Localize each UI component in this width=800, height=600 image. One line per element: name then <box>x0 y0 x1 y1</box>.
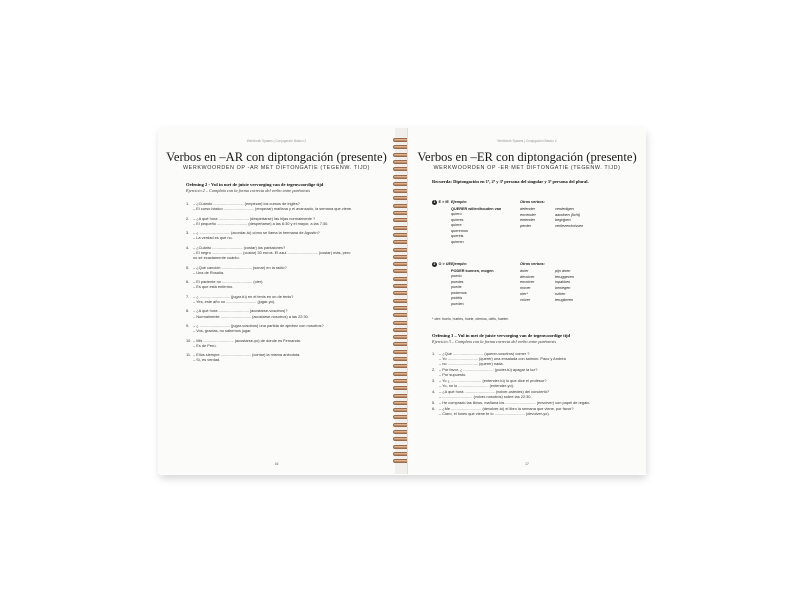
item-number: 6. <box>432 406 436 411</box>
item-number: 1. <box>432 351 436 356</box>
other-verb: mover <box>520 286 531 291</box>
item-line: – ¿Cuándo ............................ (empezar) los cursos de inglés? <box>193 201 300 206</box>
item-line: – Por favor, ¿ ............................ (poder-tú) apagar la luz? <box>439 367 538 373</box>
exercise-item <box>432 367 638 377</box>
item-number: 6. <box>186 279 190 285</box>
item-line: – Yo ............................ (querer) una ensalada con salmón. Paco y Andrea <box>439 356 566 362</box>
exercise-item <box>186 294 386 304</box>
item-number: 9. <box>186 322 190 328</box>
item-line: no sé exactamente cuánto. <box>193 255 240 261</box>
item-line: – El paciente no ............................ (oler). <box>193 279 264 285</box>
item-line: – He comprado las libros, mañana los ............................ (envolver) con papel de regalo. <box>439 400 591 406</box>
ejemplo-label: Ejemplo: <box>451 200 468 204</box>
exercise-item <box>186 245 386 261</box>
verb-translation: verdedigen <box>555 207 574 211</box>
other-verb: envolver <box>520 280 535 285</box>
item-line: – Vos, gracias, no sabemos jugar. <box>193 328 252 334</box>
item-line: – ¿Me ............................ (devolver-tú) el libro la semana que viene, por favor? <box>439 406 574 411</box>
section-rule: O > UE <box>438 262 452 266</box>
exercise-item <box>432 406 638 416</box>
verb-translation: aandoen (licht) <box>555 212 581 217</box>
item-number: 10. <box>186 337 192 343</box>
paradigm-title: QUERER willen/houden van <box>451 207 502 211</box>
item-line: – ¿Cuánto ............................ (costar) los pantalones? <box>193 244 286 250</box>
diphthong-section-o-ue <box>432 262 632 324</box>
item-number: 5. <box>186 264 190 270</box>
other-verb: oler* <box>520 291 528 296</box>
item-number: 2. <box>432 367 436 373</box>
item-number: 4. <box>186 244 190 250</box>
item-number: 3. <box>432 378 436 384</box>
exercise-item <box>186 201 386 211</box>
item-line: – Una de Rosalía. <box>193 269 225 275</box>
exercise-item <box>432 378 638 388</box>
verb-form: puede <box>451 285 462 290</box>
item-line: – La verdad es que no. <box>193 235 233 241</box>
item-line: – ............................ (volver-nosotros) sobre las 22:30. <box>439 394 532 400</box>
item-number: 7. <box>186 293 190 299</box>
right-page <box>407 128 646 474</box>
item-line: – El curso básico ............................ (empezar) mañana y el avanzado, la semana que viene. <box>193 206 353 212</box>
page-subtitle: WERKWOORDEN OP -ER MET DIFTONGATIE (TEGENW. TIJD) <box>433 165 621 171</box>
item-line: – ¿ ............................ (jugar-vosotros) una partida de ajedrez con nosotros? <box>193 322 324 328</box>
section-rule: E > IE <box>438 200 449 204</box>
page-number: 17 <box>525 462 529 466</box>
item-number: 3. <box>186 230 190 236</box>
other-verb: devolver <box>520 274 535 279</box>
item-line: – Es de Perú. <box>193 342 217 348</box>
item-number: 11. <box>186 352 192 358</box>
exercise-item <box>186 323 386 333</box>
exercise-item <box>186 308 386 318</box>
other-verb: entender <box>520 218 535 223</box>
exercise-heading: Oefening 2 - Vul in met de juiste vervoeging van de tegenwoordige tijd <box>186 182 324 187</box>
item-number: 4. <box>432 389 436 395</box>
other-verbs-list <box>520 207 536 230</box>
other-verbs-list <box>520 269 534 303</box>
exercise-item <box>432 400 638 405</box>
exercise-item <box>186 265 386 275</box>
verb-translation: begrijpen <box>555 218 571 223</box>
exercise-header <box>432 333 637 345</box>
translations-list <box>555 269 574 303</box>
verb-form: pueden <box>451 301 464 306</box>
running-header: Werkboek Spaans | Conjugación Básico 2 <box>497 139 557 143</box>
exercise-list <box>432 351 638 417</box>
item-line: – Normalmente ............................ (acostarse-nosotros) a las 22:30. <box>193 313 309 319</box>
exercise-item <box>186 216 386 226</box>
item-line: – ¿A qué hora ............................ (despertarse) las hijas normalmente ? <box>193 215 316 221</box>
item-line: – El negro ............................ (costar) 30 euros. El azul ............................ (costar) más, pero <box>193 249 351 255</box>
page-number: 16 <box>274 462 279 466</box>
translations-list <box>555 207 583 230</box>
page-title: Verbos en –ER con diptongación (presente) <box>417 150 637 164</box>
item-number: 2. <box>186 215 190 221</box>
exercise-instruction: Ejercicio 3 – Completa con la forma correcta del verbo entre paréntesis <box>432 339 556 344</box>
running-header: Werkboek Spaans | Conjugación Básico 2 <box>246 139 307 143</box>
page-subtitle: WERKWOORDEN OP -AR MET DIFTONGATIE (TEGENW. TIJD) <box>182 165 371 171</box>
exercise-item <box>186 352 386 362</box>
verb-form: puedo <box>451 274 462 278</box>
item-line: – ¿Qué ............................ (querer-vosotros) comer ? <box>439 351 530 356</box>
verb-translation: teruggeven <box>555 274 574 279</box>
other-verb: doler <box>520 269 529 273</box>
paradigm-forms <box>451 212 468 246</box>
exercise-item <box>186 279 386 289</box>
item-line: – Por supuesto. <box>439 372 467 378</box>
exercise-instruction: Ejercicio 2 – Completa con la forma correcta del verbo entre paréntesis <box>186 188 310 193</box>
section-label <box>432 262 451 267</box>
item-number: 1. <box>186 201 190 206</box>
verb-form: quiero <box>451 212 462 216</box>
left-page <box>158 128 396 474</box>
item-line: – Ellos siempre ............................ (contar) la misma anécdota. <box>193 352 301 358</box>
item-line: – ¿Qué canción ............................ (sonar) en la radio? <box>193 264 287 270</box>
section-marker: 1 <box>433 200 436 204</box>
other-verb: volver <box>520 297 531 302</box>
verb-translation: inpakken <box>555 280 571 285</box>
exercise-item <box>432 351 638 367</box>
recuerda-note: Recuerda: Diptongación en 1ª, 2ª y 3ª persona del singular y 3ª persona del plural. <box>432 179 589 184</box>
otros-verbos-label: Otros verbos: <box>520 200 545 204</box>
exercise-item <box>432 389 638 399</box>
exercise-header <box>186 182 376 194</box>
diphthong-section-e-ie <box>432 200 632 258</box>
verb-translation: terugkeren <box>555 297 574 302</box>
verb-translation: bewegen <box>555 286 571 291</box>
item-line: – Yo ¿ ............................ (entender-tú) lo que dice el profesor? <box>439 378 547 384</box>
item-line: – Claro, el lunes que viene te lo ............................ (devolver-yo). <box>439 411 550 417</box>
page-title: Verbos en –AR con diptongación (presente) <box>166 150 387 164</box>
exercise-item <box>186 230 386 240</box>
item-line: – Mis ............................ (acostarse-yo) de dónde es Fernanda. <box>193 337 301 343</box>
item-number: 5. <box>432 400 436 406</box>
verb-translation: ruiken <box>555 291 566 296</box>
verb-translation: verliezen/missen <box>555 224 584 229</box>
verb-form: queremos <box>451 228 468 233</box>
item-line: – ¿A qué hora ............................ (acostarse-vosotros)? <box>193 308 288 314</box>
paradigm-title: PODER kunnen, mogen <box>451 269 494 273</box>
verb-form: quieren <box>451 239 464 244</box>
exercise-item <box>186 338 386 348</box>
item-line: – Sí, es verdad. <box>193 357 221 363</box>
footnote: * oler: huelo, hueles, huele, olemos, oléis, huelen <box>432 317 509 321</box>
other-verb: encender <box>520 212 536 217</box>
item-line: – Yo, no lo ............................ (entender-yo). <box>439 383 515 389</box>
verb-form: quieres <box>451 217 464 222</box>
verb-form: podemos <box>451 290 467 295</box>
item-line: – Es que está enfermo. <box>193 284 234 290</box>
exercise-list <box>186 201 386 367</box>
paradigm-forms <box>451 274 467 308</box>
other-verb: defender <box>520 207 535 211</box>
verb-form: podéis <box>451 296 463 301</box>
other-verb: perder <box>520 224 531 229</box>
item-line: – ¿ ............................ (jugar-tú) en el tenis en un de tenis? <box>193 293 294 299</box>
item-line: – ¿ ............................ (acordar-tú) cómo se llama la hermana de Agustín? <box>193 230 320 236</box>
verb-form: puedes <box>451 279 464 284</box>
verb-form: queréis <box>451 234 464 239</box>
otros-verbos-label: Otros verbos: <box>520 262 545 266</box>
section-label <box>432 200 449 205</box>
item-line: – Yes, este año no ............................ (jugar-yo). <box>193 298 276 304</box>
item-line: – no ............................ (querer) nada. <box>439 361 504 367</box>
verb-translation: pijn doen <box>555 269 571 273</box>
section-marker: 2 <box>433 262 436 266</box>
item-number: 8. <box>186 308 190 314</box>
item-line: – El pequeño ............................ (despertarse) a las 6:30 y el mayor, a las 7:30. <box>193 220 329 226</box>
exercise-heading: Oefening 3 – Vul in met de juiste vervoeging van de tegenwoordige tijd <box>432 333 571 338</box>
verb-form: quiere <box>451 223 462 228</box>
item-line: – ¿A qué hora ............................ (volver-ustedes) del concierto? <box>439 389 550 395</box>
ejemplo-label: Ejemplo: <box>451 262 468 266</box>
